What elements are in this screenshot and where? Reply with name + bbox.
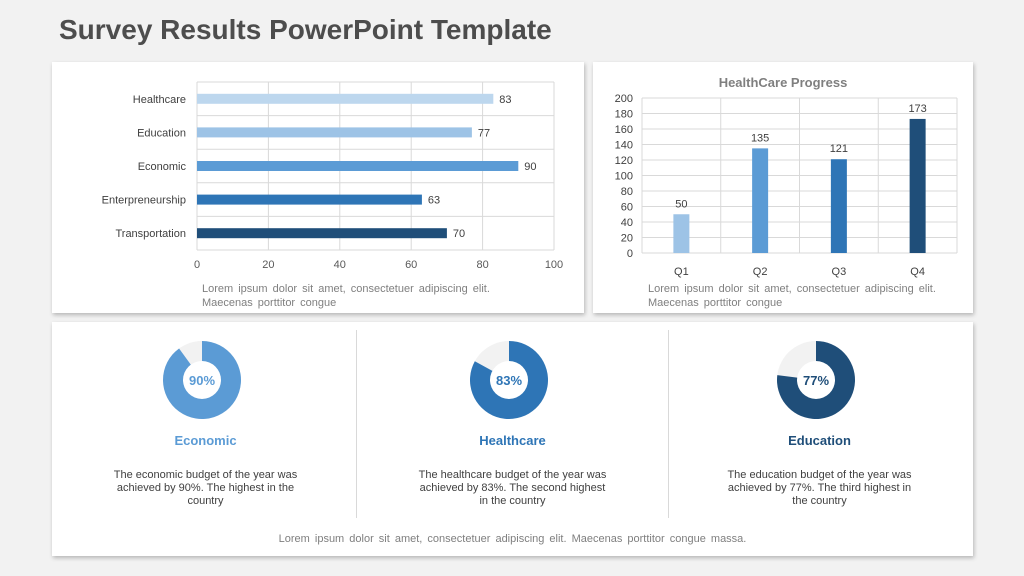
category-label: Education bbox=[137, 127, 186, 140]
y-tick-label: 60 bbox=[620, 201, 633, 214]
donut-block-healthcare bbox=[359, 322, 666, 522]
x-tick-label: Q4 bbox=[910, 266, 925, 278]
y-tick-label: 0 bbox=[626, 248, 633, 260]
donut-title: Education bbox=[788, 433, 851, 448]
data-label: 50 bbox=[675, 198, 688, 211]
x-tick-label: 60 bbox=[405, 259, 418, 271]
donut-chart-economic bbox=[52, 322, 359, 432]
page-title: Survey Results PowerPoint Template bbox=[59, 14, 552, 45]
donut-title: Economic bbox=[174, 433, 237, 448]
y-tick-label: 180 bbox=[614, 108, 633, 121]
y-tick-label: 200 bbox=[614, 93, 633, 105]
bar bbox=[673, 214, 689, 253]
donut-value-label: 77% bbox=[802, 373, 830, 388]
data-label: 135 bbox=[750, 132, 770, 145]
bar bbox=[831, 159, 847, 253]
donut-block-education bbox=[666, 322, 973, 522]
chart-caption: Lorem ipsum dolor sit amet, consectetuer adipiscing elit. Maecenas porttitor congue bbox=[202, 283, 490, 309]
donut-summary-card bbox=[52, 322, 973, 556]
y-tick-label: 40 bbox=[620, 217, 633, 229]
bar bbox=[197, 127, 472, 137]
bar bbox=[197, 228, 447, 238]
donut-description: The economic budget of the year was achieved by 90%. The highest in the country bbox=[113, 469, 298, 507]
donut-block-economic bbox=[52, 322, 359, 522]
y-tick-label: 80 bbox=[620, 186, 633, 198]
chart-title: HealthCare Progress bbox=[718, 75, 848, 90]
data-label: 121 bbox=[829, 143, 849, 156]
bar bbox=[910, 119, 926, 253]
donut-value-label: 90% bbox=[188, 373, 216, 388]
vertical-bar-chart-card bbox=[593, 62, 973, 313]
category-label: Transportation bbox=[115, 228, 186, 241]
data-label: 83 bbox=[499, 93, 512, 106]
donut-chart-education bbox=[666, 322, 973, 432]
bar bbox=[197, 161, 518, 171]
donut-chart-healthcare bbox=[359, 322, 666, 432]
y-tick-label: 120 bbox=[614, 155, 633, 167]
x-tick-label: 20 bbox=[262, 259, 275, 271]
column-divider bbox=[356, 330, 357, 518]
category-label: Economic bbox=[137, 161, 186, 173]
y-tick-label: 160 bbox=[614, 124, 633, 136]
horizontal-bar-chart-card bbox=[52, 62, 584, 313]
x-tick-label: 40 bbox=[333, 259, 346, 271]
donut-description: The healthcare budget of the year was achieved by 83%. The second highest in the country bbox=[418, 469, 607, 507]
x-tick-label: Q2 bbox=[752, 266, 768, 278]
y-tick-label: 140 bbox=[614, 139, 633, 152]
footer-caption: Lorem ipsum dolor sit amet, consectetuer adipiscing elit. Maecenas porttitor congue massa. bbox=[278, 533, 747, 545]
chart-caption: Lorem ipsum dolor sit amet, consectetuer adipiscing elit. Maecenas porttitor congue bbox=[648, 283, 936, 309]
bar bbox=[197, 94, 493, 104]
donut-description: The education budget of the year was achieved by 77%. The third highest in the country bbox=[727, 469, 912, 507]
y-tick-label: 20 bbox=[620, 232, 633, 245]
data-label: 90 bbox=[524, 161, 537, 173]
category-label: Enterpreneurship bbox=[101, 194, 186, 207]
x-tick-label: Q3 bbox=[831, 266, 847, 278]
x-tick-label: Q1 bbox=[674, 266, 689, 278]
data-label: 70 bbox=[452, 228, 466, 241]
category-label: Healthcare bbox=[132, 93, 186, 106]
y-tick-label: 100 bbox=[614, 170, 633, 183]
x-tick-label: 0 bbox=[193, 259, 201, 271]
vertical-bar-chart bbox=[593, 62, 973, 313]
data-label: 77 bbox=[477, 127, 491, 140]
bar bbox=[197, 195, 422, 205]
donut-value-label: 83% bbox=[495, 373, 523, 388]
x-tick-label: 100 bbox=[544, 259, 564, 271]
x-tick-label: 80 bbox=[476, 259, 489, 271]
bar bbox=[752, 148, 768, 253]
horizontal-bar-chart bbox=[52, 62, 584, 313]
data-label: 173 bbox=[908, 102, 927, 115]
data-label: 63 bbox=[427, 194, 441, 207]
donut-title: Healthcare bbox=[479, 433, 546, 448]
